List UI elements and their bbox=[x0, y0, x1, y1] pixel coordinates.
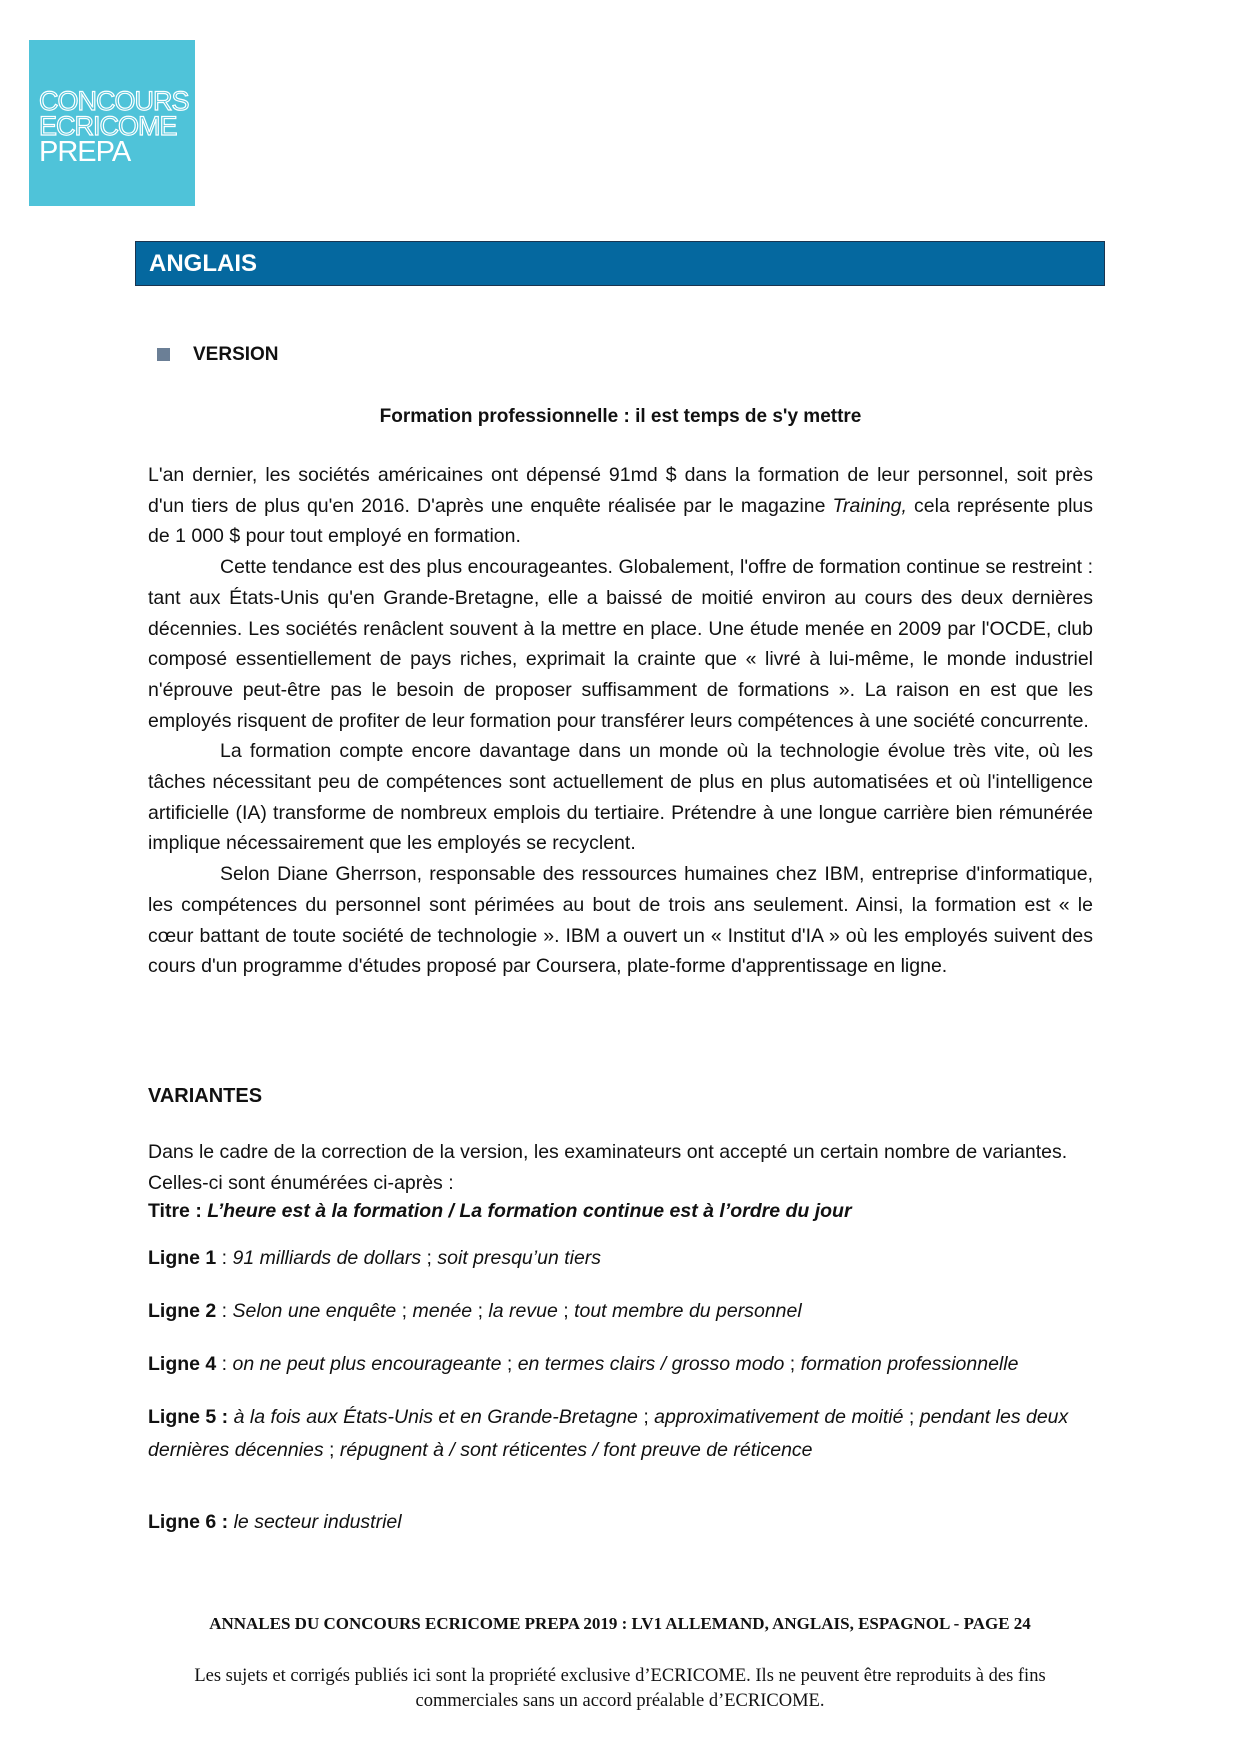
text-title: Formation professionnelle : il est temps de s'y mettre bbox=[379, 406, 862, 427]
subject-title: ANGLAIS bbox=[149, 250, 257, 277]
footer-page-info: ANNALES DU CONCOURS ECRICOME PREPA 2019 : LV1 ALLEMAND, ANGLAIS, ESPAGNOL - PAGE 24 bbox=[209, 1614, 1031, 1633]
variantes-intro: Dans le cadre de la correction de la version, les examinateurs ont accepté un certain nombre de variantes. Celles-ci sont énumérées ci-après : bbox=[148, 1141, 1068, 1194]
variant-text: L’heure est à la formation / La formation continue est à l’ordre du jour bbox=[207, 1200, 852, 1222]
paragraph-2: Cette tendance est des plus encourageantes. Globalement, l'offre de formation continue se restreint : tant aux États-Unis qu'en Grande-Bretagne, elle a baissé de moitié environ au cours des deux dernières décennies. Les sociétés renâclent souvent à la mettre en place. Une étude menée en 2009 par l'OCDE, club composé essentiellement de pays riches, exprimait la crainte que « livré à lui-même, le monde industriel n'éprouve peut-être pas le besoin de proposer suffisamment de formations ». La raison en est que les employés risquent de profiter de leur formation pour transférer leurs compétences à une société concurrente. bbox=[148, 556, 1093, 732]
paragraph-1-part-b: cela représente plus de 1 000 $ pour tout employé en formation. bbox=[148, 494, 1093, 548]
paragraph-4: Selon Diane Gherrson, responsable des ressources humaines chez IBM, entreprise d'informatique, les compétences du personnel sont périmées au bout de trois ans seulement. Ainsi, la formation est « le cœur battant de toute société de technologie ». IBM a ouvert un « Institut d'IA » où les employés suivent des cours d'un programme d'études proposé par Coursera, plate-forme d'apprentissage en ligne. bbox=[148, 863, 1093, 978]
translation-text bbox=[148, 460, 1093, 982]
bullet-square-icon bbox=[157, 348, 170, 361]
variant-text: le secteur industriel bbox=[233, 1511, 402, 1533]
footer-copyright: Les sujets et corrigés publiés ici sont la propriété exclusive d’ECRICOME. Ils ne peuvent être reproduits à des fins commerciales sans un accord préalable d’ECRICOME. bbox=[194, 1666, 1046, 1711]
variant-ligne-5: Ligne 5 : à la fois aux États-Unis et en Grande-Bretagne ; approximativement de moitié ; pendant les deux dernières décennies ; répugnent à / sont réticentes / font preuve de réticence bbox=[148, 1406, 1069, 1461]
variant-label: Ligne 6 : bbox=[148, 1511, 229, 1533]
variantes-title: VARIANTES bbox=[148, 1085, 263, 1107]
variant-label: Ligne 4 bbox=[148, 1353, 217, 1375]
paragraph-3: La formation compte encore davantage dans un monde où la technologie évolue très vite, où les tâches nécessitant peu de compétences sont actuellement de plus en plus automatisées et où l'intelligence artificielle (IA) transforme de nombreux emplois du tertiaire. Prétendre à une longue carrière bien rémunérée implique nécessairement que les employés se recyclent. bbox=[148, 740, 1093, 855]
subject-banner bbox=[135, 241, 1105, 286]
variant-label: Ligne 5 : bbox=[148, 1406, 229, 1428]
magazine-name: Training, bbox=[832, 494, 907, 517]
paragraph-1-part-a: L'an dernier, les sociétés américaines ont dépensé 91md $ dans la formation de leur personnel, soit près d'un tiers de plus qu'en 2016. D'après une enquête réalisée par le magazine bbox=[148, 464, 1093, 517]
logo-line-ecricome: ECRICOME bbox=[39, 111, 177, 141]
variant-label: Ligne 2 bbox=[148, 1300, 217, 1322]
variant-ligne-6 bbox=[148, 1506, 1093, 1539]
variant-ligne-1: Ligne 1 : 91 milliards de dollars ; soit presqu’un tiers bbox=[148, 1247, 602, 1269]
variant-label: Ligne 1 bbox=[148, 1247, 217, 1269]
section-label: VERSION bbox=[193, 344, 279, 365]
variant-ligne-4: Ligne 4 : on ne peut plus encourageante ; en termes clairs / grosso modo ; formation professionnelle bbox=[148, 1353, 1019, 1375]
logo-line-prepa: PREPA bbox=[39, 136, 131, 168]
variant-text: à la fois aux États-Unis et en Grande-Bretagne bbox=[233, 1406, 638, 1428]
paragraph-1 bbox=[148, 460, 1093, 552]
logo bbox=[29, 40, 195, 206]
variant-text: 91 milliards de dollars bbox=[232, 1247, 422, 1269]
variant-titre bbox=[148, 1195, 1093, 1228]
variant-text: on ne peut plus encourageante bbox=[232, 1353, 502, 1375]
logo-line-concours: CONCOURS bbox=[39, 86, 189, 116]
variant-label: Titre : bbox=[148, 1200, 202, 1222]
variant-text: Selon une enquête bbox=[232, 1300, 397, 1322]
variant-ligne-2: Ligne 2 : Selon une enquête ; menée ; la revue ; tout membre du personnel bbox=[148, 1300, 802, 1322]
